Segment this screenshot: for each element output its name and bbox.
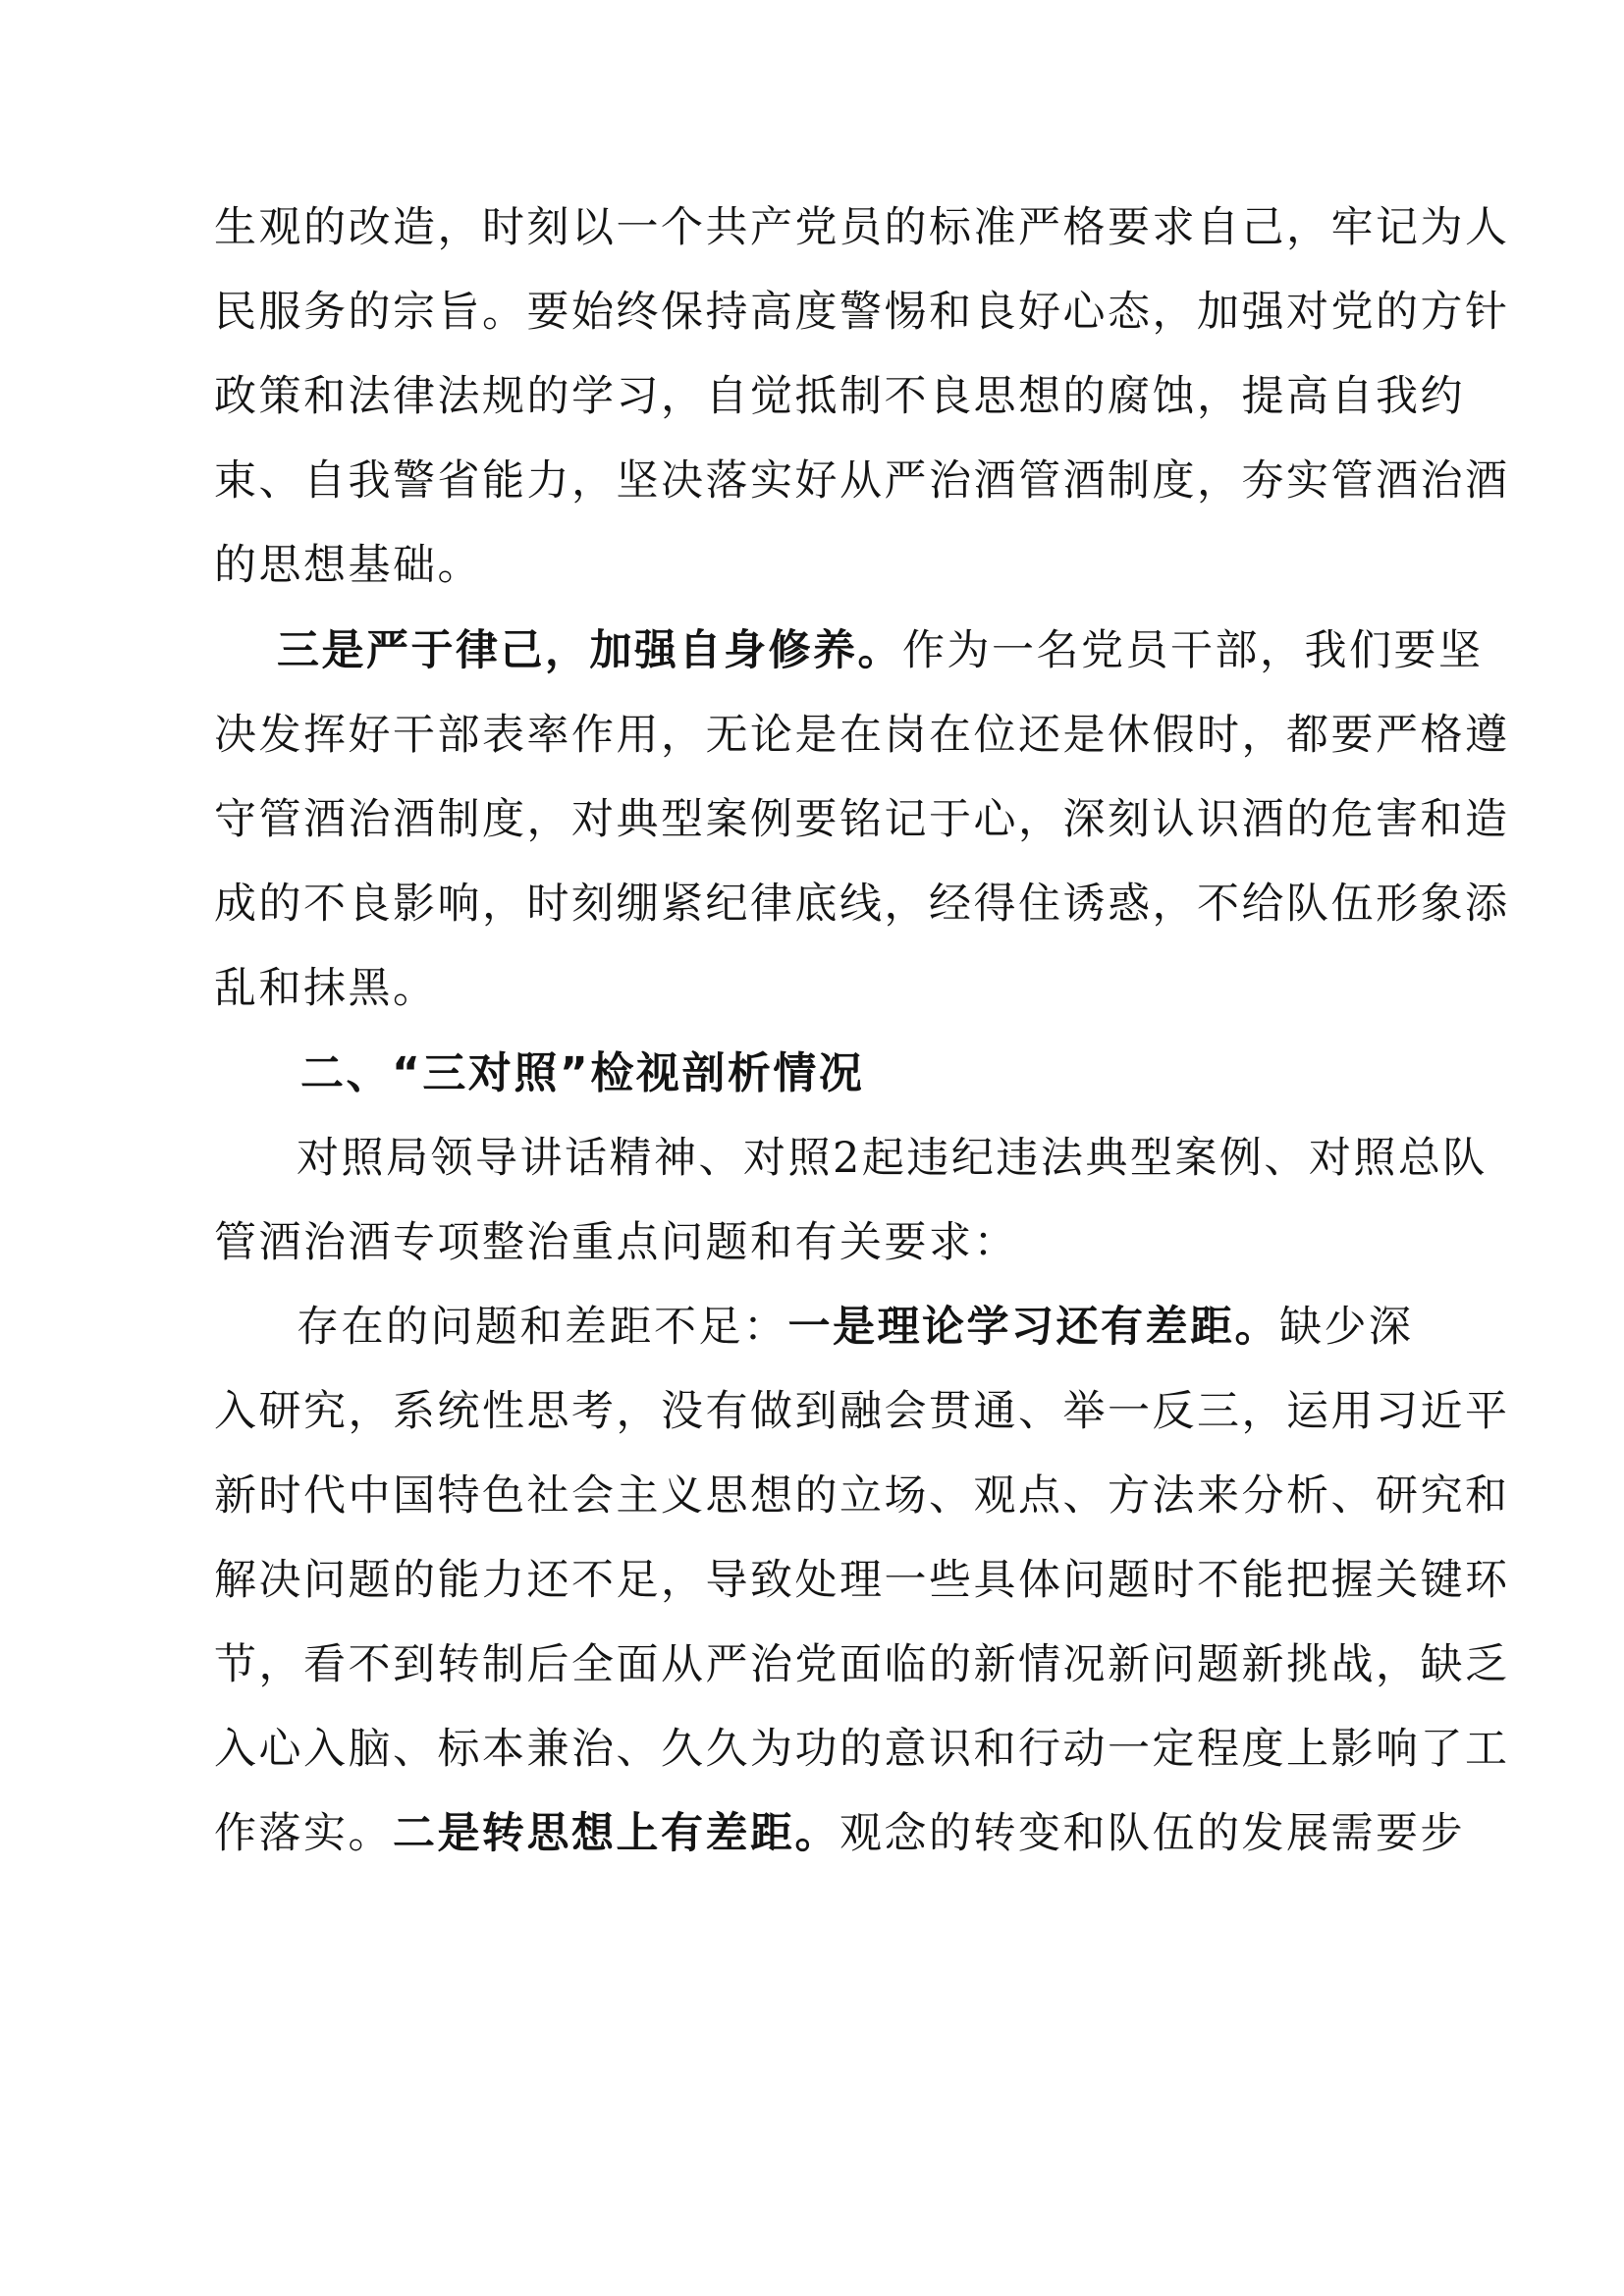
paragraph-4-lead: 一是理论学习还有差距。 [787,1303,1279,1352]
paragraph-2-line-1 [277,621,1484,680]
paragraph-4-line-3: 新时代中国特色社会主义思想的立场、观点、方法来分析、研究和 [214,1471,1510,1521]
paragraph-2-line-3: 守管酒治酒制度，对典型案例要铭记于心，深刻认识酒的危害和造 [214,795,1510,844]
paragraph-3-line-1: 对照局领导讲话精神、对照2起违纪违法典型案例、对照总队 [297,1134,1488,1183]
paragraph-1-line-1: 生观的改造，时刻以一个共产党员的标准严格要求自己，牢记为人 [214,203,1510,252]
paragraph-2-lead: 三是严于律己，加强自身修养。 [277,626,902,675]
paragraph-4-line-6: 入心入脑、标本兼治、久久为功的意识和行动一定程度上影响了工 [214,1725,1510,1774]
paragraph-4-line-2: 入研究，系统性思考，没有做到融会贯通、举一反三，运用习近平 [214,1387,1510,1436]
paragraph-1-line-2: 民服务的宗旨。要始终保持高度警惕和良好心态，加强对党的方针 [214,288,1510,337]
section-heading: 二、“三对照”检视剖析情况 [300,1048,865,1098]
paragraph-4-line-1 [297,1298,1414,1357]
paragraph-4-last-line-start: 作落实。 [214,1809,393,1858]
paragraph-2-line-1-rest: 作为一名党员干部，我们要坚 [902,626,1484,675]
paragraph-4-line-5: 节，看不到转制后全面从严治党面临的新情况新问题新挑战，缺乏 [214,1640,1510,1689]
paragraph-2-line-4: 成的不良影响，时刻绷紧纪律底线，经得住诱惑，不给队伍形象添 [214,880,1510,929]
paragraph-2-line-2: 决发挥好干部表率作用，无论是在岗在位还是休假时，都要严格遵 [214,711,1510,760]
paragraph-4-lead-2: 二是转思想上有差距。 [393,1809,839,1858]
paragraph-2-line-5: 乱和抹黑。 [214,964,438,1013]
paragraph-3-line-2: 管酒治酒专项整治重点问题和有关要求： [214,1218,1018,1267]
paragraph-4-line-4: 解决问题的能力还不足，导致处理一些具体问题时不能把握关键环 [214,1556,1510,1605]
paragraph-1-line-3: 政策和法律法规的学习，自觉抵制不良思想的腐蚀，提高自我约 [214,372,1465,421]
paragraph-4-intro: 存在的问题和差距不足： [297,1303,788,1352]
paragraph-4-line-1-rest: 缺少深 [1279,1303,1414,1352]
paragraph-1-line-4: 束、自我警省能力，坚决落实好从严治酒管酒制度，夯实管酒治酒 [214,456,1510,506]
paragraph-4-line-7 [214,1804,1465,1863]
paragraph-1-line-5: 的思想基础。 [214,541,482,590]
paragraph-4-last-line-rest: 观念的转变和队伍的发展需要步 [839,1809,1465,1858]
